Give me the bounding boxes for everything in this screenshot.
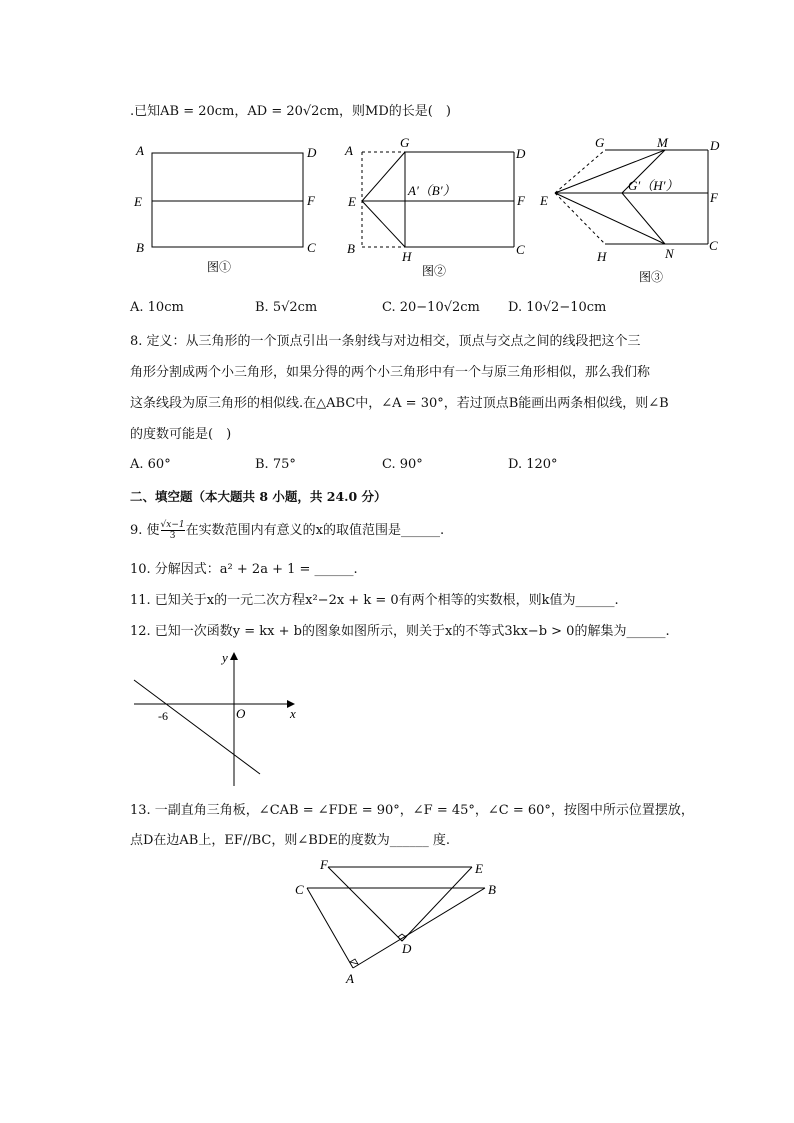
fig3-center-label: G′（H′） (628, 178, 679, 193)
q13-figure (285, 852, 515, 992)
q13-line-2: 点D在边AB上，EF//BC，则∠BDE的度数为______ 度. (130, 833, 450, 848)
q8-line-3: 这条线段为原三角形的相似线.在△ABC中，∠A = 30°，若过顶点B能画出两条相似线，则∠B (130, 396, 669, 411)
fig3-label-d: D (710, 138, 720, 153)
q12-graph (128, 648, 308, 793)
q7-option-d: D. 10√2−10cm (508, 300, 607, 315)
q11: 11. 已知关于x的一元二次方程x²−2x + k = 0有两个相等的实数根，则k值为______. (130, 593, 619, 608)
fig2-label-g: G (400, 135, 410, 150)
section-heading-fill-blank: 二、填空题（本大题共 8 小题，共 24.0 分） (130, 489, 387, 504)
fig2-label-h: H (402, 249, 412, 264)
q7-option-b: B. 5√2cm (255, 300, 318, 315)
fig1-label-a: A (136, 143, 144, 158)
fig3-label-c: C (709, 238, 718, 253)
fig1-caption: 图① (207, 260, 232, 274)
fig3-label-m: M (657, 135, 668, 150)
q9-post: 在实数范围内有意义的x的取值范围是______. (185, 523, 445, 538)
q13-label-e: E (475, 861, 483, 876)
q12-function-line (134, 680, 260, 774)
q7-figure-3 (535, 132, 735, 292)
fig1-label-c: C (307, 240, 316, 255)
fig3-label-e: E (540, 193, 548, 208)
q13-line-1: 13. 一副直角三角板，∠CAB = ∠FDE = 90°，∠F = 45°，∠C = 60°，按图中所示位置摆放， (130, 803, 694, 818)
fig2-center-label: A′（B′） (408, 183, 456, 198)
q10: 10. 分解因式：a² + 2a + 1 = ______. (130, 562, 358, 577)
q8-option-c: C. 90° (382, 457, 423, 472)
q9-pre: 9. 使 (130, 523, 160, 538)
q12-y-label: y (222, 650, 228, 665)
q13-label-f: F (320, 857, 328, 872)
q12-intercept-label: -6 (158, 709, 168, 723)
fig2-label-a: A (345, 143, 353, 158)
fig2-label-d: D (516, 146, 526, 161)
fig3-label-h: H (597, 249, 607, 264)
q7-figure-2 (340, 135, 540, 280)
fig2-label-f: F (517, 193, 525, 208)
q9 (130, 520, 444, 541)
fig1-label-e: E (134, 194, 142, 209)
q13-label-b: B (488, 882, 496, 897)
q12-text: 12. 已知一次函数y = kx + b的图象如图所示，则关于x的不等式3kx−b > 0的解集为______. (130, 624, 670, 639)
fig2-label-e: E (348, 194, 356, 209)
fig1-label-b: B (136, 240, 144, 255)
fig1-label-f: F (307, 193, 315, 208)
q13-label-d: D (402, 941, 412, 956)
q9-fraction (161, 520, 185, 541)
q7-option-a: A. 10cm (130, 300, 184, 315)
q13-label-a: A (346, 971, 354, 986)
q7-option-c: C. 20−10√2cm (382, 300, 480, 315)
q8-line-4: 的度数可能是( ) (130, 427, 232, 442)
q9-denominator: 3 (169, 531, 176, 541)
q12-origin-label: O (236, 706, 246, 721)
q8-line-1: 8. 定义：从三角形的一个顶点引出一条射线与对边相交，顶点与交点之间的线段把这个三 (130, 334, 641, 349)
fig2-label-c: C (516, 242, 525, 257)
q8-option-a: A. 60° (130, 457, 171, 472)
q13-label-c: C (295, 882, 304, 897)
q8-option-d: D. 120° (508, 457, 558, 472)
fig2-caption: 图② (422, 264, 447, 278)
q9-numerator: √x−1 (160, 520, 185, 530)
q12-x-label: x (290, 706, 296, 721)
fig3-caption: 图③ (639, 270, 664, 284)
fig3-label-g: G (595, 135, 605, 150)
q7-figure-1 (128, 140, 328, 280)
fig3-label-n: N (665, 246, 674, 261)
fig2-label-b: B (347, 241, 355, 256)
q7-stem: .已知AB = 20cm，AD = 20√2cm，则MD的长是( ) (130, 104, 451, 119)
fig1-label-d: D (307, 145, 317, 160)
q8-option-b: B. 75° (255, 457, 296, 472)
fig3-label-f: F (710, 190, 718, 205)
q8-line-2: 角形分割成两个小三角形，如果分得的两个小三角形中有一个与原三角形相似，那么我们称 (130, 365, 651, 380)
